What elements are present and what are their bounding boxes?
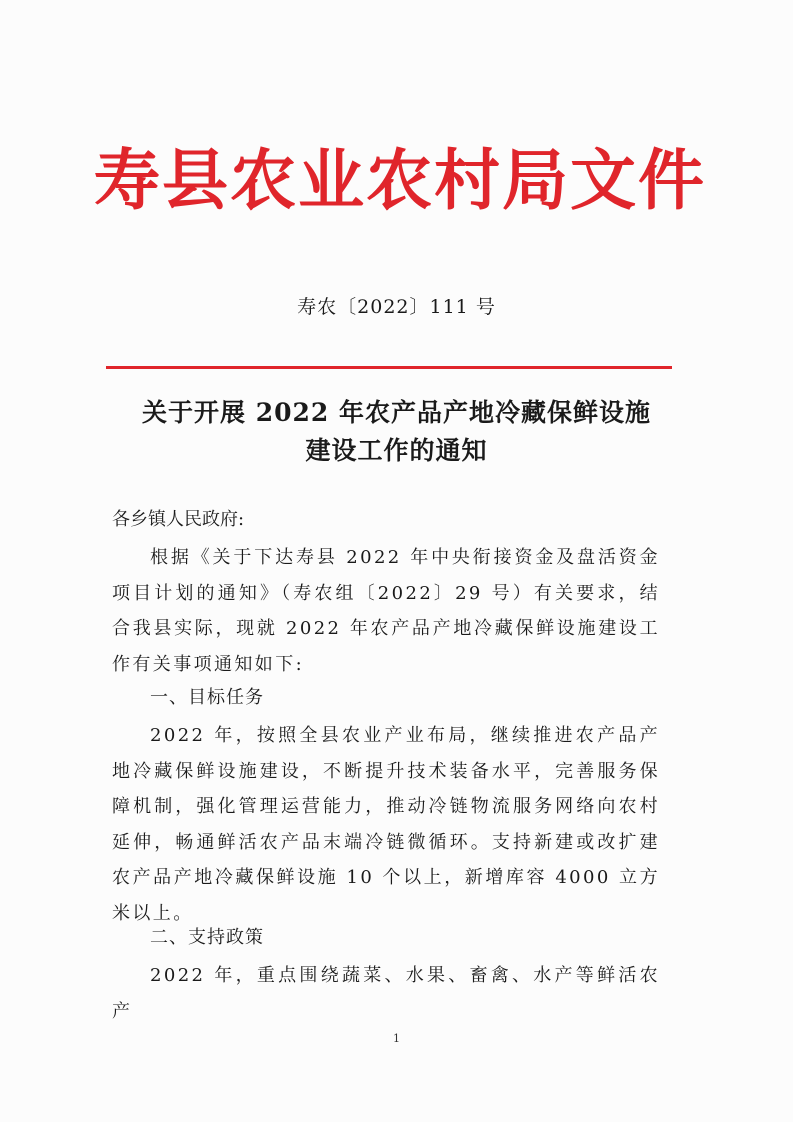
notice-title-line-2: 建设工作的通知 (305, 436, 488, 465)
salutation: 各乡镇人民政府: (112, 509, 245, 530)
red-divider-line (106, 366, 672, 369)
notice-title-line-1: 关于开展 2022 年农产品产地冷藏保鲜设施 (142, 398, 651, 427)
section-heading-targets: 一、目标任务 (150, 687, 264, 708)
page-number: 1 (393, 1032, 400, 1045)
document-number: 寿农〔2022〕111 号 (297, 296, 496, 318)
section-body-targets: 2022 年，按照全县农业产业布局，继续推进农产品产地冷藏保鲜设施建设，不断提升技术装备水平，完善服务保障机制，强化管理运营能力，推动冷链物流服务网络向农村延伸，畅通鲜活农产品末端冷链微循环。支持新建或改扩建农产品产地冷藏保鲜设施 10 个以上，新增库容 4000 立方米以上。 (112, 725, 660, 924)
section-heading-policy: 二、支持政策 (150, 927, 264, 948)
intro-paragraph: 根据《关于下达寿县 2022 年中央衔接资金及盘活资金项目计划的通知》（寿农组〔2022〕29 号）有关要求，结合我县实际，现就 2022 年农产品产地冷藏保鲜设施建设工作有关事项通知如下: (112, 547, 660, 675)
section-body-policy: 2022 年，重点围绕蔬菜、水果、畜禽、水产等鲜活农产 (112, 965, 660, 1022)
document-masthead: 寿县农业农村局文件 (94, 142, 706, 219)
notice-title (100, 394, 693, 470)
